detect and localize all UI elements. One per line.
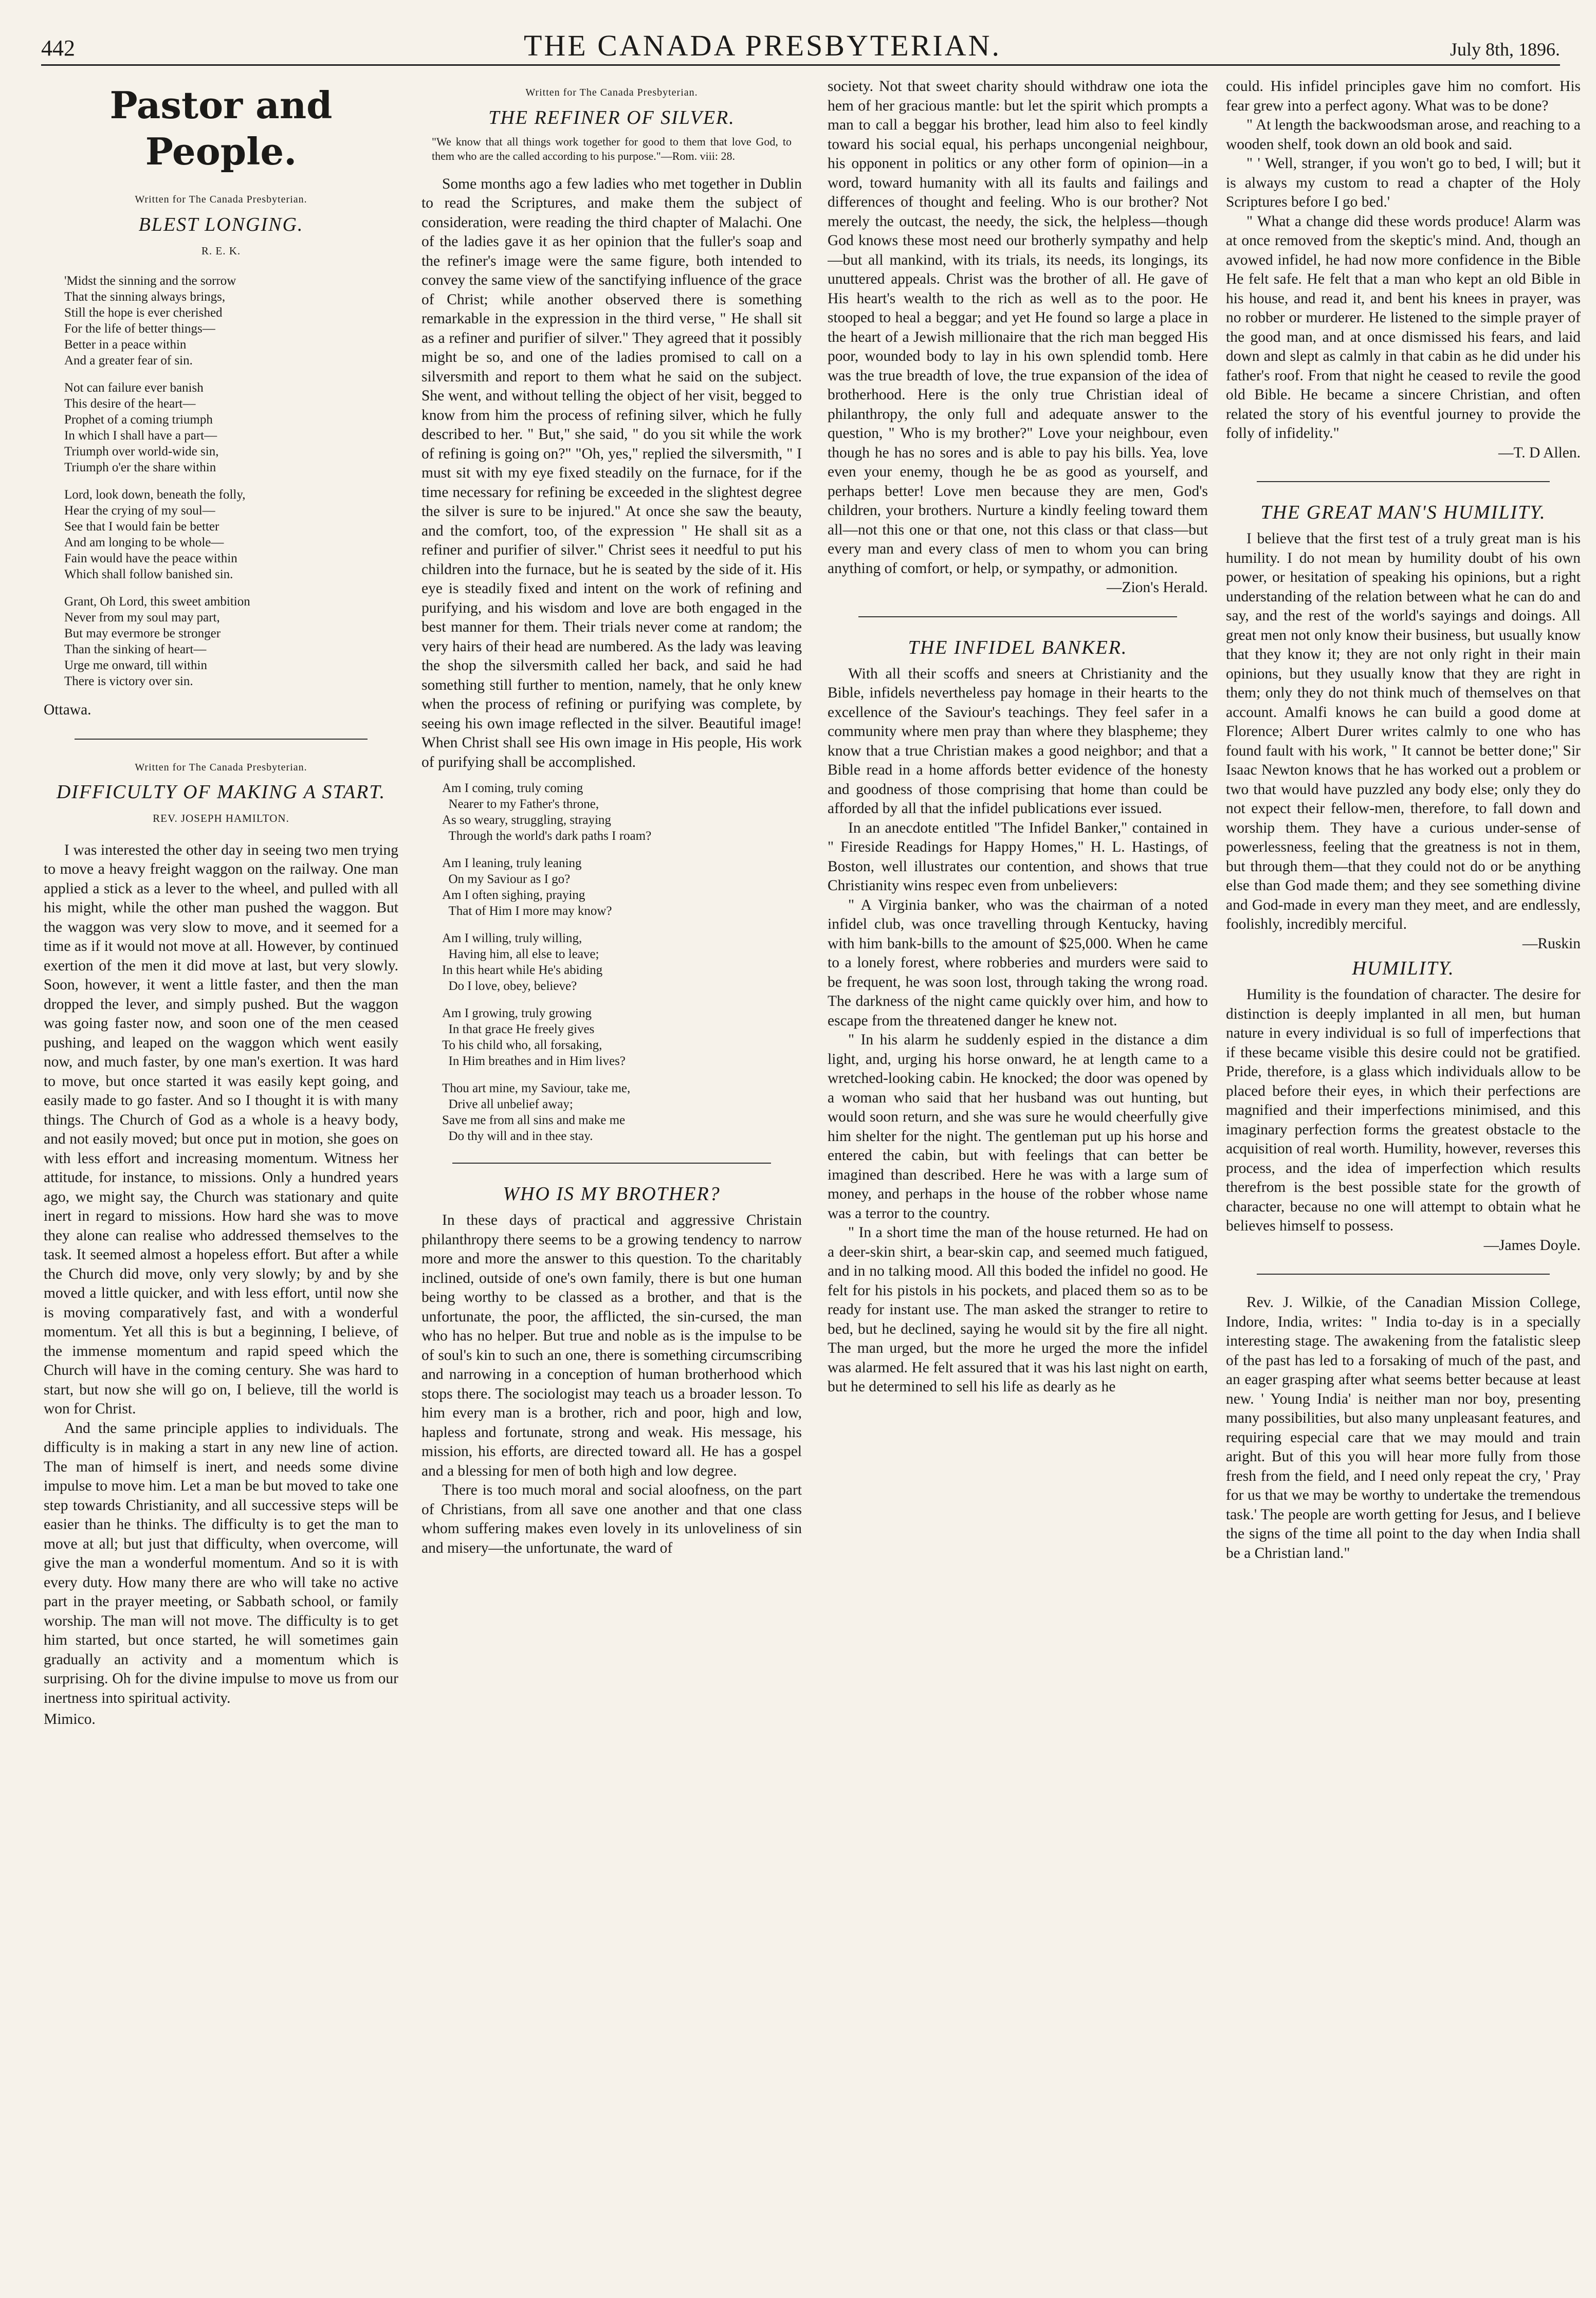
article-paragraph: " What a change did these words produce! Alarm was at once removed from the skeptic's mind. And, though an avowed infidel, he had now more confidence in the Bible He felt safe. He felt that a man who kept an old Bible in his house, and read it, and bent his knees in prayer, was no robber or murderer. He listened to the simple prayer of the good man, and at once dismissed his fears, and laid down and slept as calmly in that cabin as he did under his father's roof. From that night he ceased to revile the good old Bible. He became a sincere Christian, and often related the story of his eventful journey to provide the folly of infidelity." bbox=[1226, 213, 1581, 442]
article-paragraph: " A Virginia banker, who was the chairman of a noted infidel club, was once travelling through Kentucky, having with him bank-bills to the amount of $25,000. When he came to a lonely forest, where robberies and murders were said to be frequent, he was soon lost, through taking the wrong road. The darkness of the night came quickly over him, and how to escape from the threatened danger he knew not. bbox=[828, 896, 1208, 1029]
article-place: Mimico. bbox=[44, 1711, 96, 1727]
article-paragraph: There is too much moral and social aloofness, on the part of Christians, from all save one another and that one class whom suffering makes even lovely in its unloveliness of sin and misery—the unfortunate, the ward of bbox=[421, 1482, 802, 1556]
masthead: THE CANADA PRESBYTERIAN. bbox=[523, 29, 1001, 62]
poem-byline: R. E. K. bbox=[201, 244, 241, 257]
poem-title: BLEST LONGING. bbox=[138, 213, 304, 235]
hymn-stanza: Thou art mine, my Saviour, take me, Drive all unbelief away; Save me from all sins and make me Do thy will and in thee stay. bbox=[442, 1081, 631, 1143]
article-paragraph: I believe that the first test of a truly great man is his humility. I do not mean by humility doubt of his own power, or hesitation of speaking his opinions, but a right understanding of the relation between what he can do and say, and the rest of the world's sayings and doings. All great men not only know their business, but usually know that they know it; they are not only right in their main opinions, but they usually know that they are right in them; only they do not think much of themselves on that account. Amalfi knows he can build a good dome at Florence; Albert Durer writes calmly to one who has found fault with his work, " It cannot be better done;" Sir Isaac Newton knows that he has worked out a problem or two that would have puzzled any body else; only they do not expect their fellow-men, therefore, to fall down and worship them. They have a curious under-sense of powerlessness, feeling that the greatness is not in them, but through them—that they could not do or be anything else than God made them; and they see something divine and God-made in every man they meet, and are endlessly, foolishly, incredibly merciful. bbox=[1226, 530, 1581, 932]
article-paragraph: " In a short time the man of the house returned. He had on a deer-skin shirt, a bear-skin cap, and seemed much fatigued, and in no talking mood. All this boded the infidel no good. He felt for his pistols in his pockets, and placed them so as to be ready for instant use. The man asked the stranger to retire to bed, but he declined, saying he would sit by the fire all night. The man urged, but the more he urged the more the infidel was alarmed. He felt assured that it was his last night on earth, but he determined to sell his life as dearly as he bbox=[828, 1224, 1208, 1395]
column-3 bbox=[828, 77, 1208, 2282]
divider bbox=[858, 616, 1177, 617]
poem-credit: Written for The Canada Presbyterian. bbox=[135, 194, 307, 205]
hymn-stanza: Am I willing, truly willing, Having him, all else to leave; In this heart while He's abiding Do I love, obey, believe? bbox=[442, 931, 603, 993]
column-1 bbox=[44, 77, 398, 2282]
section-title: Pastor and People. bbox=[109, 83, 333, 173]
article-title: WHO IS MY BROTHER? bbox=[503, 1183, 721, 1205]
divider bbox=[1257, 481, 1550, 482]
article-title: DIFFICULTY OF MAKING A START. bbox=[56, 781, 386, 803]
issue-date: July 8th, 1896. bbox=[1450, 39, 1560, 60]
poem-stanza: 'Midst the sinning and the sorrow That the sinning always brings, Still the hope is ever cherished For the life of better things— Better in a peace within And a greater fear of sin. bbox=[64, 274, 236, 367]
article-paragraph: " At length the backwoodsman arose, and reaching to a wooden shelf, took down an old book and said. bbox=[1226, 117, 1581, 153]
article-paragraph: And the same principle applies to individuals. The difficulty is in making a start in any new line of action. The man of himself is inert, and needs some divine impulse to move him. Let a man be but moved to take one step towards Christianity, and all successive steps will be easier than he thinks. The difficulty is to get the man to move at all; but just that difficulty, when overcome, will give the man a wonderful momentum. And so it is with every duty. How many there are who will take no active part in the prayer meeting, or Sabbath school, or family worship. The man will not move. The difficulty is to get him started, but once started, he will sometimes gain gradually an activity and a momentum which is surprising. Oh for the divine impulse to move us from our inertness into spiritual activity. bbox=[44, 1420, 398, 1706]
article-paragraph: Rev. J. Wilkie, of the Canadian Mission College, Indore, India, writes: " India to-day is in a specially interesting stage. The awakening from the fatalistic sleep of the past has led to a forsaking of much of the past, and an eager grasping after what seems better because at least new. ' Young India' is neither man nor boy, presenting many possibilities, but also many unpleasant features, and requiring especial care that we may mould and train aright. But of this you will hear more fully from those fresh from the field, and I need only repeat the cry, ' Pray for us that we may be worthy to undertake the tremendous task.' The people are worth getting for Jesus, and I believe the signs of the time all point to the day when India shall be a Christian land." bbox=[1226, 1294, 1581, 1561]
hymn-stanza: Am I growing, truly growing In that grace He freely gives To his child who, all forsaking, In Him breathes and in Him lives? bbox=[442, 1006, 626, 1068]
poem-place: Ottawa. bbox=[44, 702, 91, 718]
article-paragraph: In these days of practical and aggressive Christain philanthropy there seems to be a growing tendency to narrow more and more the answer to this question. To the charitably inclined, outside of one's own family, there is but one human being worthy to be classed as a brother, and that is the unfortunate, the poor, the afflicted, the sin-cursed, the man who has no helper. But true and noble as is the impulse to be of soul's kin to such an one, there is something circumscribing and narrowing in a conception of human brotherhood which stops there. The sociologist may teach us a broader lesson. To him every man is a brother, rich and poor, high and low, hapless and fortunate, strong and weak. His message, his mission, his efforts, are directed toward all. He has a gospel and a blessing for men of both high and low degree. bbox=[421, 1212, 802, 1479]
article-title: THE REFINER OF SILVER. bbox=[488, 106, 735, 128]
article-paragraph: Humility is the foundation of character. The desire for distinction is deeply implanted in all men, but human nature in every individual is so full of imperfections that if these became visible this desire could not be gratified. Pride, therefore, is a glass which individuals allow to be placed before their eyes, in which their perfections are magnified and their imperfections minimised, and this imaginary perfection forms the greatest obstacle to the acquisition of real worth. Humility, however, reverses this process, and the idea of imperfection which results therefrom is the best possible state for the growth of character, because no one will attempt to obtain what he believes himself to possess. bbox=[1226, 986, 1581, 1234]
article-byline: REV. JOSEPH HAMILTON. bbox=[153, 812, 289, 824]
article-source: —Zion's Herald. bbox=[1106, 579, 1208, 596]
divider bbox=[75, 739, 368, 740]
divider bbox=[1257, 1274, 1550, 1275]
hymn bbox=[421, 780, 802, 1144]
column-2 bbox=[421, 77, 802, 2282]
article-paragraph: Some months ago a few ladies who met together in Dublin to read the Scriptures, and make them the subject of consideration, were reading the third chapter of Malachi. One of the ladies gave it as her opinion that the fuller's soap and the refiner's image were the same figure, both intended to convey the same view of the sanctifying influence of the grace of Christ; while another observed there is something remarkable in the expression in the third verse, " He shall sit as a refiner and purifier of silver." They agreed that it possibly might be so, and one of the ladies promised to call on a silversmith and report to them what he said on the subject. She went, and without telling the object of her visit, begged to know from him the process of refining silver, which he fully described to her. " But," she said, " do you sit while the work of refining is going on?" "Oh, yes," replied the silversmith, " I must sit with my eye fixed steadily on the furnace, for if the time necessary for refining be exceeded in the slightest degree the silver is sure to be injured." At once she saw the beauty, and the comfort, too, of the expression " He shall sit as a refiner and purifier of silver." Christ sees it needful to put his children into the furnace, but he is seated by the side of it. His eye is steadily fixed and intent on the work of refining and purifying, and his wisdom and love are both engaged in the best manner for them. Their trials never come at random; the very hairs of their head are numbered. As the lady was leaving the shop the silversmith called her back, and said he had something still further to mention, namely, that he only knew when the process of refining or purifying was complete, by seeing his own image reflected in the silver. Beautiful image! When Christ shall see His own image in His people, His work of purifying shall be accomplished. bbox=[421, 175, 802, 770]
article-paragraph: In an anecdote entitled "The Infidel Banker," contained in " Fireside Readings for Happy Homes," H. L. Hastings, of Boston, well illustrates our contention, and shows that true Christianity wins respec even from unbelievers: bbox=[828, 819, 1208, 894]
article-credit: Written for The Canada Presbyterian. bbox=[525, 87, 698, 98]
page-number: 442 bbox=[41, 35, 75, 61]
article-paragraph: society. Not that sweet charity should withdraw one iota the hem of her gracious mantle: but let the spirit which prompts a man to call a beggar his brother, lead him also to feel kindly toward his social equal, his perhaps uncongenial neighbour, his opponent in politics or any other form of opinion—in a word, toward humanity with all its faults and failings and differences of thought and feeling. Who is our brother? Not merely the outcast, the needy, the sick, the helpless—though God knows these most need our brotherly sympathy and help—but all mankind, with its trials, its needs, its longings, its unuttered appeals. Christ was the brother of all. He gave of His heart's wealth to the rich as well as to the poor. He stooped to heal a beggar; and yet He found so large a place in the heart of a Jewish millionaire that the rich man begged His poor, wounded body to lay in his own splendid tomb. Here was the true breadth of love, the true expansion of the idea of brotherhood. Here is the only true Christian ideal of philanthropy, the only full and adequate answer to the question, " Who is my brother?" Love your neighbour, even though he has no sores and is able to pay his bills. Yea, love even your enemy, though he be as good as yourself, and perhaps better! Love men because they are men, God's children, your brothers. Nurture a kindly feeling toward them all—not this one or that one, not this class or that class—but every man and every class of men to whom you can bring anything of comfort, or help, or sympathy, or admonition. bbox=[828, 78, 1208, 577]
article-paragraph: could. His infidel principles gave him no comfort. His fear grew into a perfect agony. What was to be done? bbox=[1226, 78, 1581, 114]
epigraph: "We know that all things work together for good to them that love God, to them who are the called according to his purpose."—Rom. viii: 28. bbox=[432, 135, 792, 162]
article-paragraph: " ' Well, stranger, if you won't go to bed, I will; but it is always my custom to read a chapter of the Holy Scriptures before I go bed.' bbox=[1226, 155, 1581, 210]
article-title: THE INFIDEL BANKER. bbox=[908, 636, 1128, 658]
poem-stanza: Lord, look down, beneath the folly, Hear the crying of my soul— See that I would fain be better And am longing to be whole— Fain would have the peace within Which shall follow banished sin. bbox=[64, 488, 246, 581]
hymn-stanza: Am I coming, truly coming Nearer to my Father's throne, As so weary, struggling, straying Through the world's dark paths I roam? bbox=[442, 781, 652, 843]
column-4 bbox=[1226, 77, 1581, 2282]
poem-stanza: Grant, Oh Lord, this sweet ambition Never from my soul may part, But may evermore be stronger Than the sinking of heart— Urge me onward, till within There is victory over sin. bbox=[64, 595, 250, 688]
article-source: —T. D Allen. bbox=[1498, 444, 1581, 461]
article-source: —James Doyle. bbox=[1483, 1237, 1581, 1254]
poem-blest-longing bbox=[44, 273, 398, 689]
poem-stanza: Not can failure ever banish This desire of the heart— Prophet of a coming triumph In which I shall have a part— Triumph over world-wide sin, Triumph o'er the share within bbox=[64, 381, 219, 474]
article-paragraph: With all their scoffs and sneers at Christianity and the Bible, infidels nevertheless pay homage in their hearts to the excellence of the Saviour's teachings. They feel safer in a community where men pray than where they blaspheme; they know that a true Christian makes a good neighbor; and that a Bible read in a home affords better evidence of the honesty and goodness of those comprising that home than could be afforded by all that the infidel publications ever issued. bbox=[828, 665, 1208, 817]
article-paragraph: I was interested the other day in seeing two men trying to move a heavy freight waggon on the railway. One man applied a stick as a lever to the wheel, and pulled with all his might, while the other man pushed the waggon. But the waggon was very slow to move, and it seemed for a time as if it would not move at all. However, by continued exertion of the men it did move at last, but very slowly. Soon, however, it went a little faster, and then the man dropped the lever, and simply pushed. But the waggon was going faster now, and soon one of the men ceased pushing, and leaped on the waggon which went easily now, and much faster, by one man's exertion. It was hard to move, but once started it was easily kept going, and easily made to go faster. And so I thought it is with many things. The Church of God as a whole is a heavy body, and not easily moved; but once put in motion, she goes on with less effort and increasing momentum. Witness her attitude, for instance, to missions. Only a hundred years ago, we might say, the Church was stationary and quite inert in regard to missions. How hard she was to move they alone can realise who addressed themselves to the task. It seemed almost a hopeless effort. But after a while the Church did move, only very slowly; by and by she moved a little quicker, and with less effort, until now she is moving comparatively fast, and with a wonderful momentum. Yet all this is but a beginning, I believe, of the immense momentum and rapid speed which the Church will have in the coming century. She was hard to start, but now she will go on, I believe, till the world is won for Christ. bbox=[44, 841, 398, 1417]
page-header bbox=[41, 28, 1560, 66]
divider bbox=[452, 1163, 771, 1164]
article-paragraph: " In his alarm he suddenly espied in the distance a dim light, and, urging his horse onward, he at length came to a wretched-looking cabin. He knocked; the door was opened by a woman who said that her husband was out hunting, but would soon return, and she was sure he would cheerfully give him shelter for the night. The gentleman put up his horse and entered the cabin, but with feelings that can better be imagined than described. Here he was with a large sum of money, and perhaps in the house of the robber whose name was a terror to the country. bbox=[828, 1032, 1208, 1222]
article-source: —Ruskin bbox=[1522, 935, 1581, 952]
hymn-stanza: Am I leaning, truly leaning On my Saviour as I go? Am I often sighing, praying That of Him I more may know? bbox=[442, 856, 612, 918]
article-title: THE GREAT MAN'S HUMILITY. bbox=[1260, 502, 1546, 523]
article-credit: Written for The Canada Presbyterian. bbox=[135, 761, 307, 773]
article-title: HUMILITY. bbox=[1352, 958, 1455, 979]
